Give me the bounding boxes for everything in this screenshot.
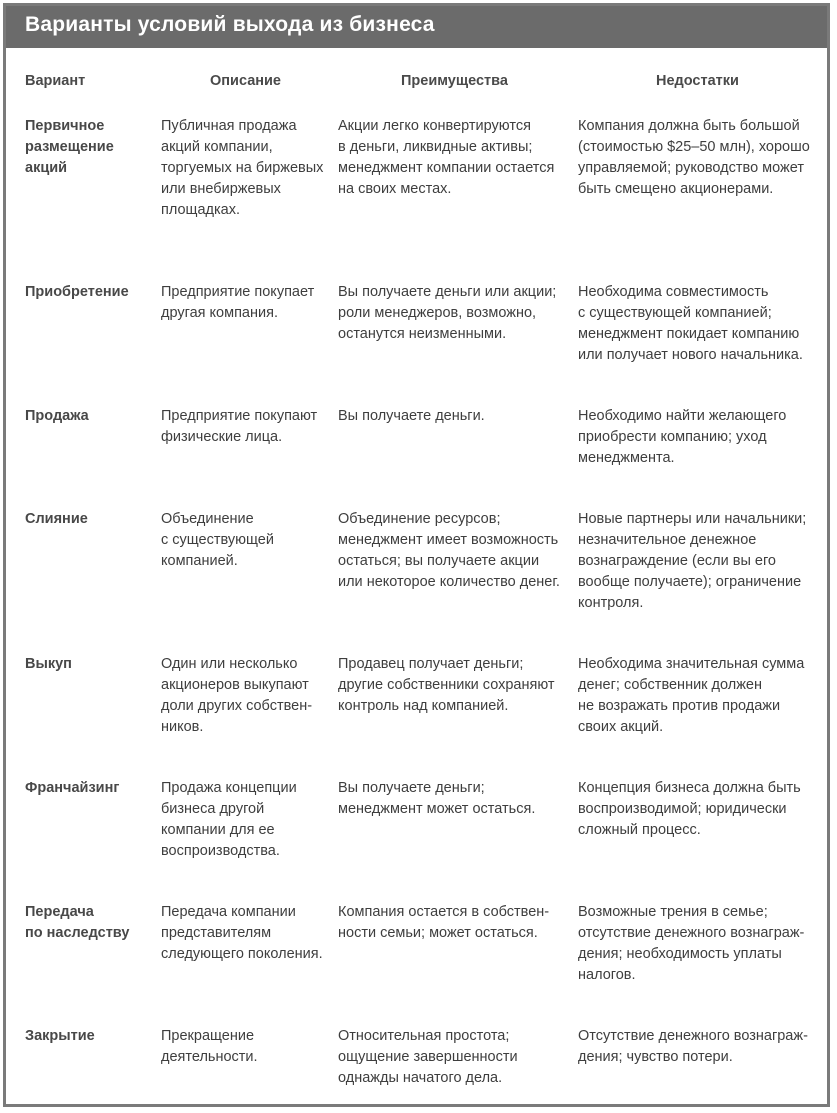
row-disadvantages: Компания должна быть большой (стоимостью $25–50 млн), хорошо управляемой; руководство может быть смещено акционерами. [578,118,810,197]
row-advantages: Объединение ресурсов; менеджмент имеет возможность остаться; вы получаете акции или некоторое количество денег. [338,511,560,590]
exit-options-table [3,3,830,1107]
row-disadvantages: Отсутствие денежного вознаграж- дения; чувство потери. [578,1028,808,1065]
header-description: Описание [210,73,281,89]
row-advantages: Вы получаете деньги; менеджмент может остаться. [338,780,536,817]
row-description: Предприятие покупает другая компания. [161,284,315,321]
row-advantages: Вы получаете деньги или акции; роли менеджеров, возможно, останутся неизменными. [338,284,557,342]
header-advantages: Преимущества [401,73,508,89]
row-disadvantages: Необходима совместимость с существующей компанией; менеджмент покидает компанию или получает нового начальника. [578,284,803,363]
row-option: Продажа [25,408,89,424]
row-advantages: Относительная простота; ощущение завершенности однажды начатого дела. [338,1028,518,1086]
row-description: Передача компании представителям следующего поколения. [161,904,323,962]
row-description: Прекращение деятельности. [161,1028,258,1065]
row-disadvantages: Необходимо найти желающего приобрести компанию; уход менеджмента. [578,408,787,466]
row-option: Выкуп [25,656,72,672]
row-advantages: Акции легко конвертируются в деньги, ликвидные активы; менеджмент компании остается на своих местах. [338,118,555,197]
row-option: Слияние [25,511,88,527]
row-advantages: Продавец получает деньги; другие собственники сохраняют контроль над компанией. [338,656,555,714]
row-disadvantages: Новые партнеры или начальники; незначительное денежное вознаграждение (если вы его вообще получаете); ограничение контроля. [578,511,807,611]
row-advantages: Компания остается в собствен- ности семьи; может остаться. [338,904,550,941]
header-option: Вариант [25,73,86,89]
row-option: Приобретение [25,284,129,300]
row-disadvantages: Возможные трения в семье; отсутствие денежного вознаграж- дения; необходимость уплаты налогов. [578,904,805,983]
row-description: Объединение с существующей компанией. [161,511,274,569]
row-description: Продажа концепции бизнеса другой компании для ее воспроизводства. [161,780,297,859]
row-advantages: Вы получаете деньги. [338,408,485,424]
row-description: Предприятие покупают физические лица. [161,408,318,445]
row-option: Первичное размещение акций [25,118,114,176]
row-disadvantages: Концепция бизнеса должна быть воспроизводимой; юридически сложный процесс. [578,780,801,838]
row-option: Закрытие [25,1028,95,1044]
row-disadvantages: Необходима значительная сумма денег; собственник должен не возражать против продажи своих акций. [578,656,805,735]
row-description: Один или несколько акционеров выкупают доли других собствен- ников. [161,656,313,735]
row-option: Передача по наследству [25,904,130,941]
header-disadvantages: Недостатки [656,73,739,89]
row-description: Публичная продажа акций компании, торгуемых на биржевых или внебиржевых площадках. [161,118,324,218]
row-option: Франчайзинг [25,780,120,796]
title-bar [6,6,827,48]
table-title: Варианты условий выхода из бизнеса [25,13,435,36]
